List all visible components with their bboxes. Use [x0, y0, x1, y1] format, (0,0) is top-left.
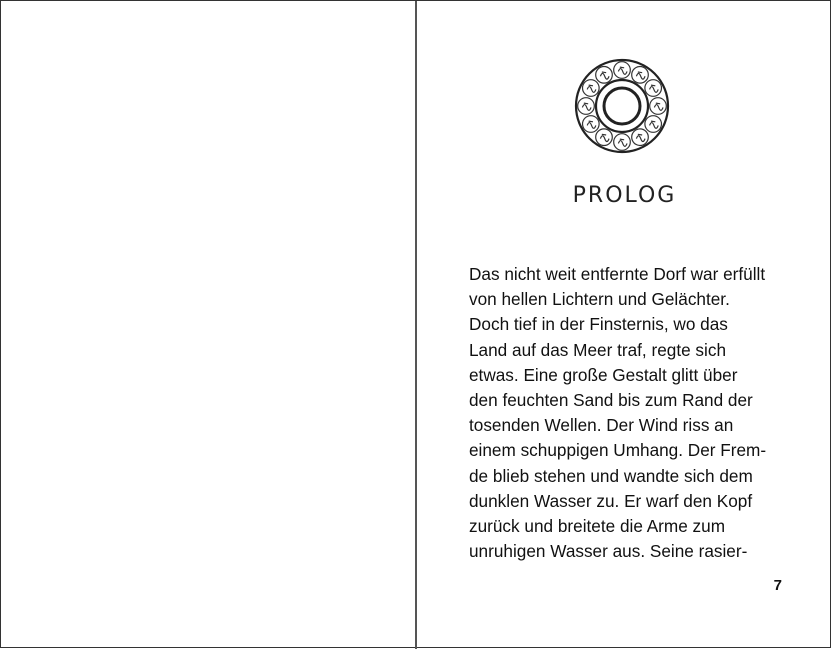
zodiac-sign-icon	[587, 85, 596, 92]
text-line: Das nicht weit entfernte Dorf war erfüllt	[469, 264, 766, 284]
body-text	[469, 262, 769, 564]
text-line: etwas. Eine große Gestalt glitt über	[469, 364, 738, 385]
zodiac-sign-icon	[600, 134, 609, 141]
text-line: den feuchten Sand bis zum Rand der	[469, 390, 753, 411]
zodiac-sign-icon	[618, 139, 627, 146]
text-line: zurück und breitete die Arme zum	[469, 516, 726, 537]
text-line: Land auf das Meer traf, regte sich	[469, 339, 726, 360]
text-line: Doch tief in der Finsternis, wo das	[469, 314, 728, 335]
zodiac-sign-icon	[587, 121, 596, 128]
zodiac-sign-icon	[618, 67, 627, 74]
zodiac-sign-icon	[650, 121, 659, 128]
zodiac-sign-icon	[636, 134, 645, 141]
page-number: 7	[773, 577, 782, 594]
zodiac-sign-icon	[582, 103, 591, 110]
text-line: de blieb stehen und wandte sich dem	[469, 465, 753, 486]
zodiac-ring-icon	[573, 57, 671, 155]
zodiac-sign-icon	[650, 85, 659, 92]
text-line: unruhigen Wasser aus. Seine rasier-	[469, 541, 748, 562]
chapter-title: PROLOG	[572, 183, 677, 208]
right-page	[417, 1, 831, 649]
text-line: von hellen Lichtern und Gelächter.	[469, 289, 730, 310]
text-line: dunklen Wasser zu. Er warf den Kopf	[469, 490, 753, 511]
zodiac-sign-icon	[636, 72, 645, 79]
text-line: einem schuppigen Umhang. Der Frem-	[469, 440, 767, 461]
zodiac-sign-icon	[600, 72, 609, 79]
text-line: tosenden Wellen. Der Wind riss an	[469, 415, 734, 436]
left-page-blank	[1, 1, 415, 649]
zodiac-sign-icon	[654, 103, 663, 110]
